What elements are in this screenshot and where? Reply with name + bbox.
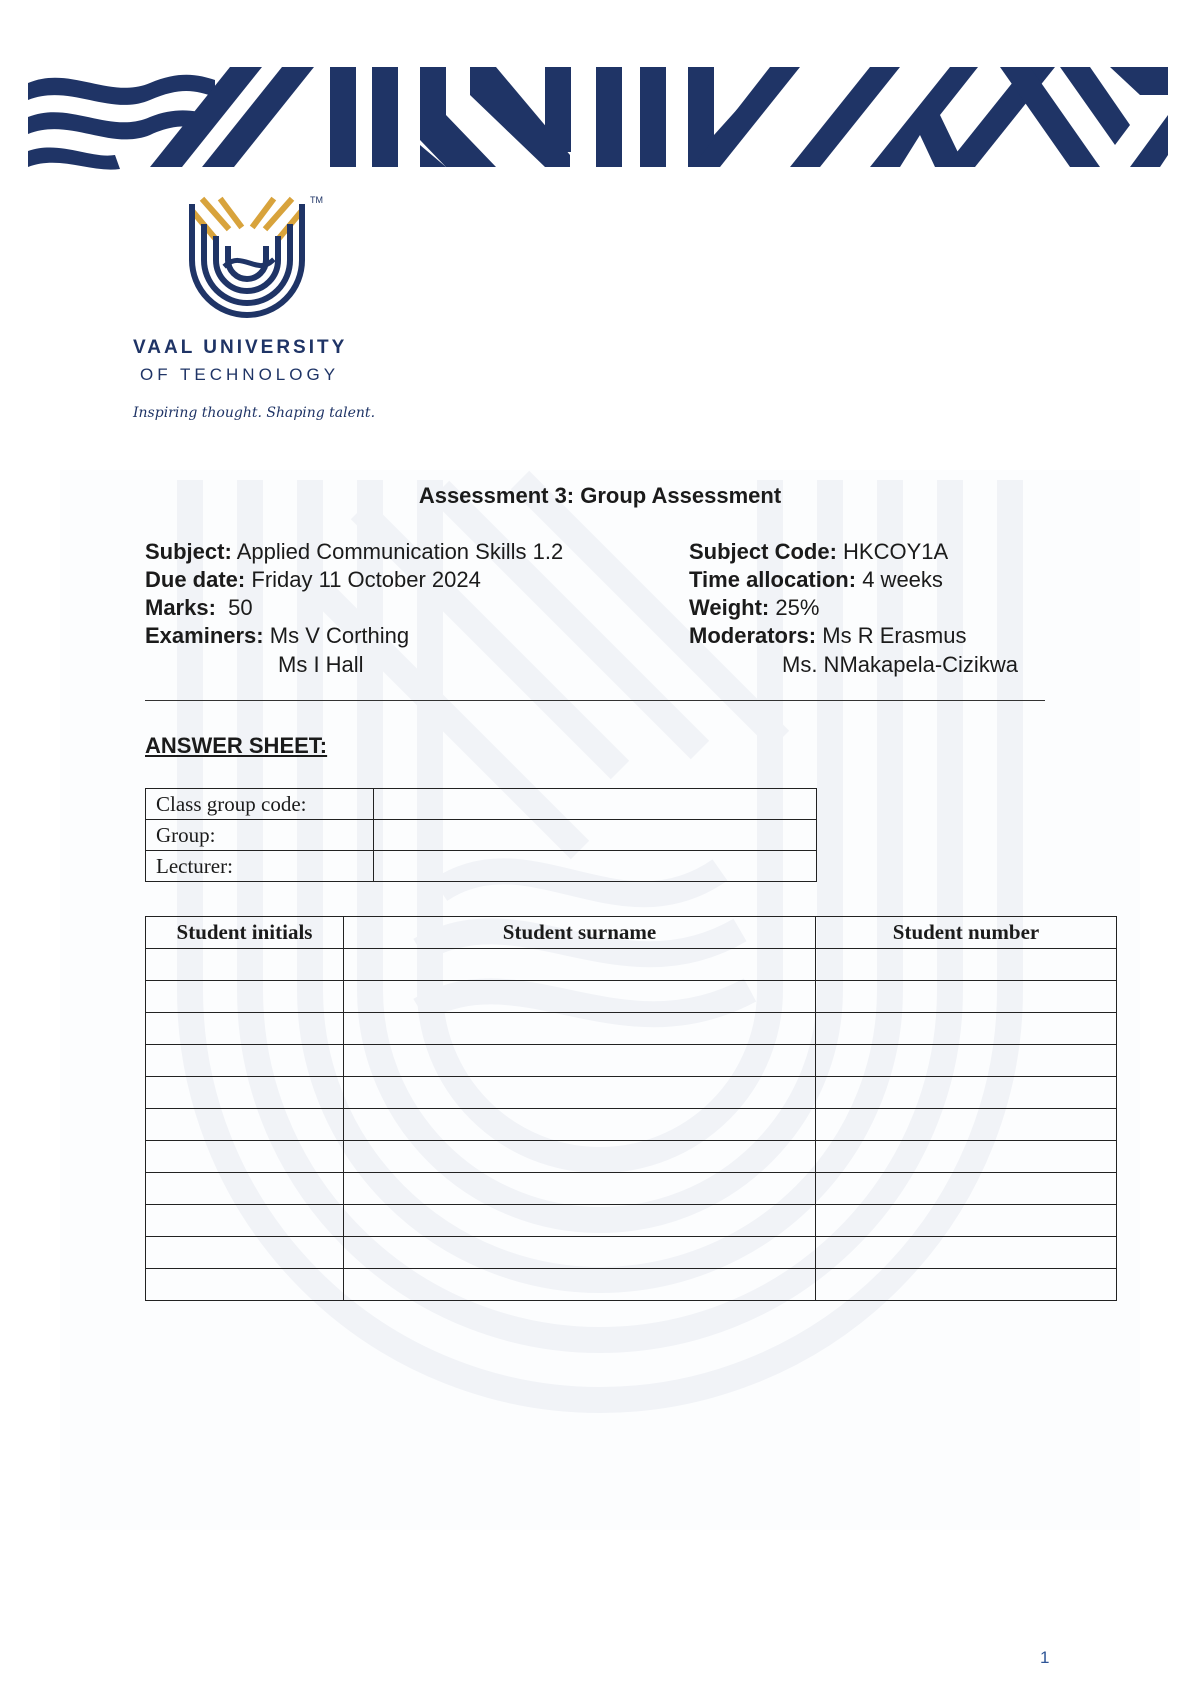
student-surname-cell[interactable]	[344, 1141, 816, 1173]
subject-value: Applied Communication Skills 1.2	[236, 539, 564, 564]
student-number-cell[interactable]	[816, 949, 1117, 981]
moderators-label: Moderators:	[689, 623, 817, 648]
subject-code-value: HKCOY1A	[843, 539, 949, 564]
table-row	[146, 1077, 1117, 1109]
info-row	[146, 820, 817, 851]
time-allocation-value: 4 weeks	[862, 567, 943, 592]
student-surname-cell[interactable]	[344, 1205, 816, 1237]
due-date-line	[145, 566, 481, 594]
info-row	[146, 789, 817, 820]
student-number-cell[interactable]	[816, 981, 1117, 1013]
student-surname-cell[interactable]	[344, 949, 816, 981]
header-student-number: Student number	[816, 917, 1117, 949]
student-initials-cell[interactable]	[146, 1269, 344, 1301]
due-date-label: Due date:	[145, 567, 246, 592]
table-row	[146, 1045, 1117, 1077]
university-emblem-icon	[182, 195, 317, 320]
student-surname-cell[interactable]	[344, 1109, 816, 1141]
university-subname: OF TECHNOLOGY	[140, 365, 340, 384]
table-row	[146, 1109, 1117, 1141]
info-label: Class group code:	[146, 789, 374, 820]
student-number-cell[interactable]	[816, 1109, 1117, 1141]
table-row	[146, 981, 1117, 1013]
moderator-1: Ms R Erasmus	[822, 623, 967, 648]
university-name: VAAL UNIVERSITY	[133, 337, 348, 358]
assessment-title: Assessment 3: Group Assessment	[418, 483, 782, 508]
marks-label: Marks:	[145, 595, 216, 620]
info-value-field[interactable]	[374, 820, 817, 851]
examiner-1: Ms V Corthing	[269, 623, 410, 648]
student-initials-cell[interactable]	[146, 1109, 344, 1141]
header-student-surname: Student surname	[344, 917, 816, 949]
student-surname-cell[interactable]	[344, 1013, 816, 1045]
student-surname-cell[interactable]	[344, 1077, 816, 1109]
table-row	[146, 1173, 1117, 1205]
info-label: Lecturer:	[146, 851, 374, 882]
student-surname-cell[interactable]	[344, 981, 816, 1013]
student-initials-cell[interactable]	[146, 1237, 344, 1269]
student-initials-cell[interactable]	[146, 1045, 344, 1077]
student-surname-cell[interactable]	[344, 1237, 816, 1269]
time-allocation-label: Time allocation:	[689, 567, 857, 592]
page-number: 1	[1040, 1648, 1050, 1667]
student-initials-cell[interactable]	[146, 1077, 344, 1109]
info-value-field[interactable]	[374, 789, 817, 820]
student-table-header	[146, 917, 1117, 949]
student-initials-cell[interactable]	[146, 1205, 344, 1237]
student-number-cell[interactable]	[816, 1013, 1117, 1045]
weight-line	[689, 594, 819, 622]
student-surname-cell[interactable]	[344, 1269, 816, 1301]
university-logo	[130, 195, 380, 435]
examiners-label: Examiners:	[145, 623, 264, 648]
trademark-mark: TM	[310, 195, 323, 205]
student-initials-cell[interactable]	[146, 1141, 344, 1173]
time-allocation-line	[689, 566, 943, 594]
student-number-cell[interactable]	[816, 1269, 1117, 1301]
student-number-cell[interactable]	[816, 1237, 1117, 1269]
university-tagline: Inspiring thought. Shaping talent.	[133, 405, 376, 421]
moderators-line	[689, 622, 967, 650]
examiners-line	[145, 622, 409, 650]
student-initials-cell[interactable]	[146, 1173, 344, 1205]
table-row	[146, 949, 1117, 981]
due-date-value: Friday 11 October 2024	[251, 567, 481, 592]
subject-code-line	[689, 538, 948, 566]
table-row	[146, 1013, 1117, 1045]
table-row	[146, 1237, 1117, 1269]
subject-line	[145, 538, 563, 566]
student-table	[145, 916, 1117, 1301]
header-student-initials: Student initials	[146, 917, 344, 949]
table-row	[146, 1141, 1117, 1173]
moderator-2: Ms. NMakapela-Cizikwa	[782, 652, 1018, 677]
student-number-cell[interactable]	[816, 1045, 1117, 1077]
weight-label: Weight:	[689, 595, 770, 620]
student-surname-cell[interactable]	[344, 1045, 816, 1077]
student-initials-cell[interactable]	[146, 981, 344, 1013]
student-number-cell[interactable]	[816, 1141, 1117, 1173]
student-number-cell[interactable]	[816, 1077, 1117, 1109]
weight-value: 25%	[775, 595, 820, 620]
student-number-cell[interactable]	[816, 1173, 1117, 1205]
student-number-cell[interactable]	[816, 1205, 1117, 1237]
examiner-2: Ms I Hall	[278, 652, 364, 677]
table-row	[146, 1205, 1117, 1237]
header-banner-graphic	[0, 55, 1200, 175]
group-info-table	[145, 788, 817, 882]
answer-sheet-heading: ANSWER SHEET:	[145, 733, 328, 758]
info-label: Group:	[146, 820, 374, 851]
subject-label: Subject:	[145, 539, 232, 564]
student-surname-cell[interactable]	[344, 1173, 816, 1205]
table-row	[146, 1269, 1117, 1301]
subject-code-label: Subject Code:	[689, 539, 837, 564]
info-row	[146, 851, 817, 882]
info-value-field[interactable]	[374, 851, 817, 882]
marks-value: 50	[228, 595, 253, 620]
student-initials-cell[interactable]	[146, 949, 344, 981]
marks-line	[145, 594, 253, 622]
divider-line	[145, 700, 1045, 701]
student-initials-cell[interactable]	[146, 1013, 344, 1045]
